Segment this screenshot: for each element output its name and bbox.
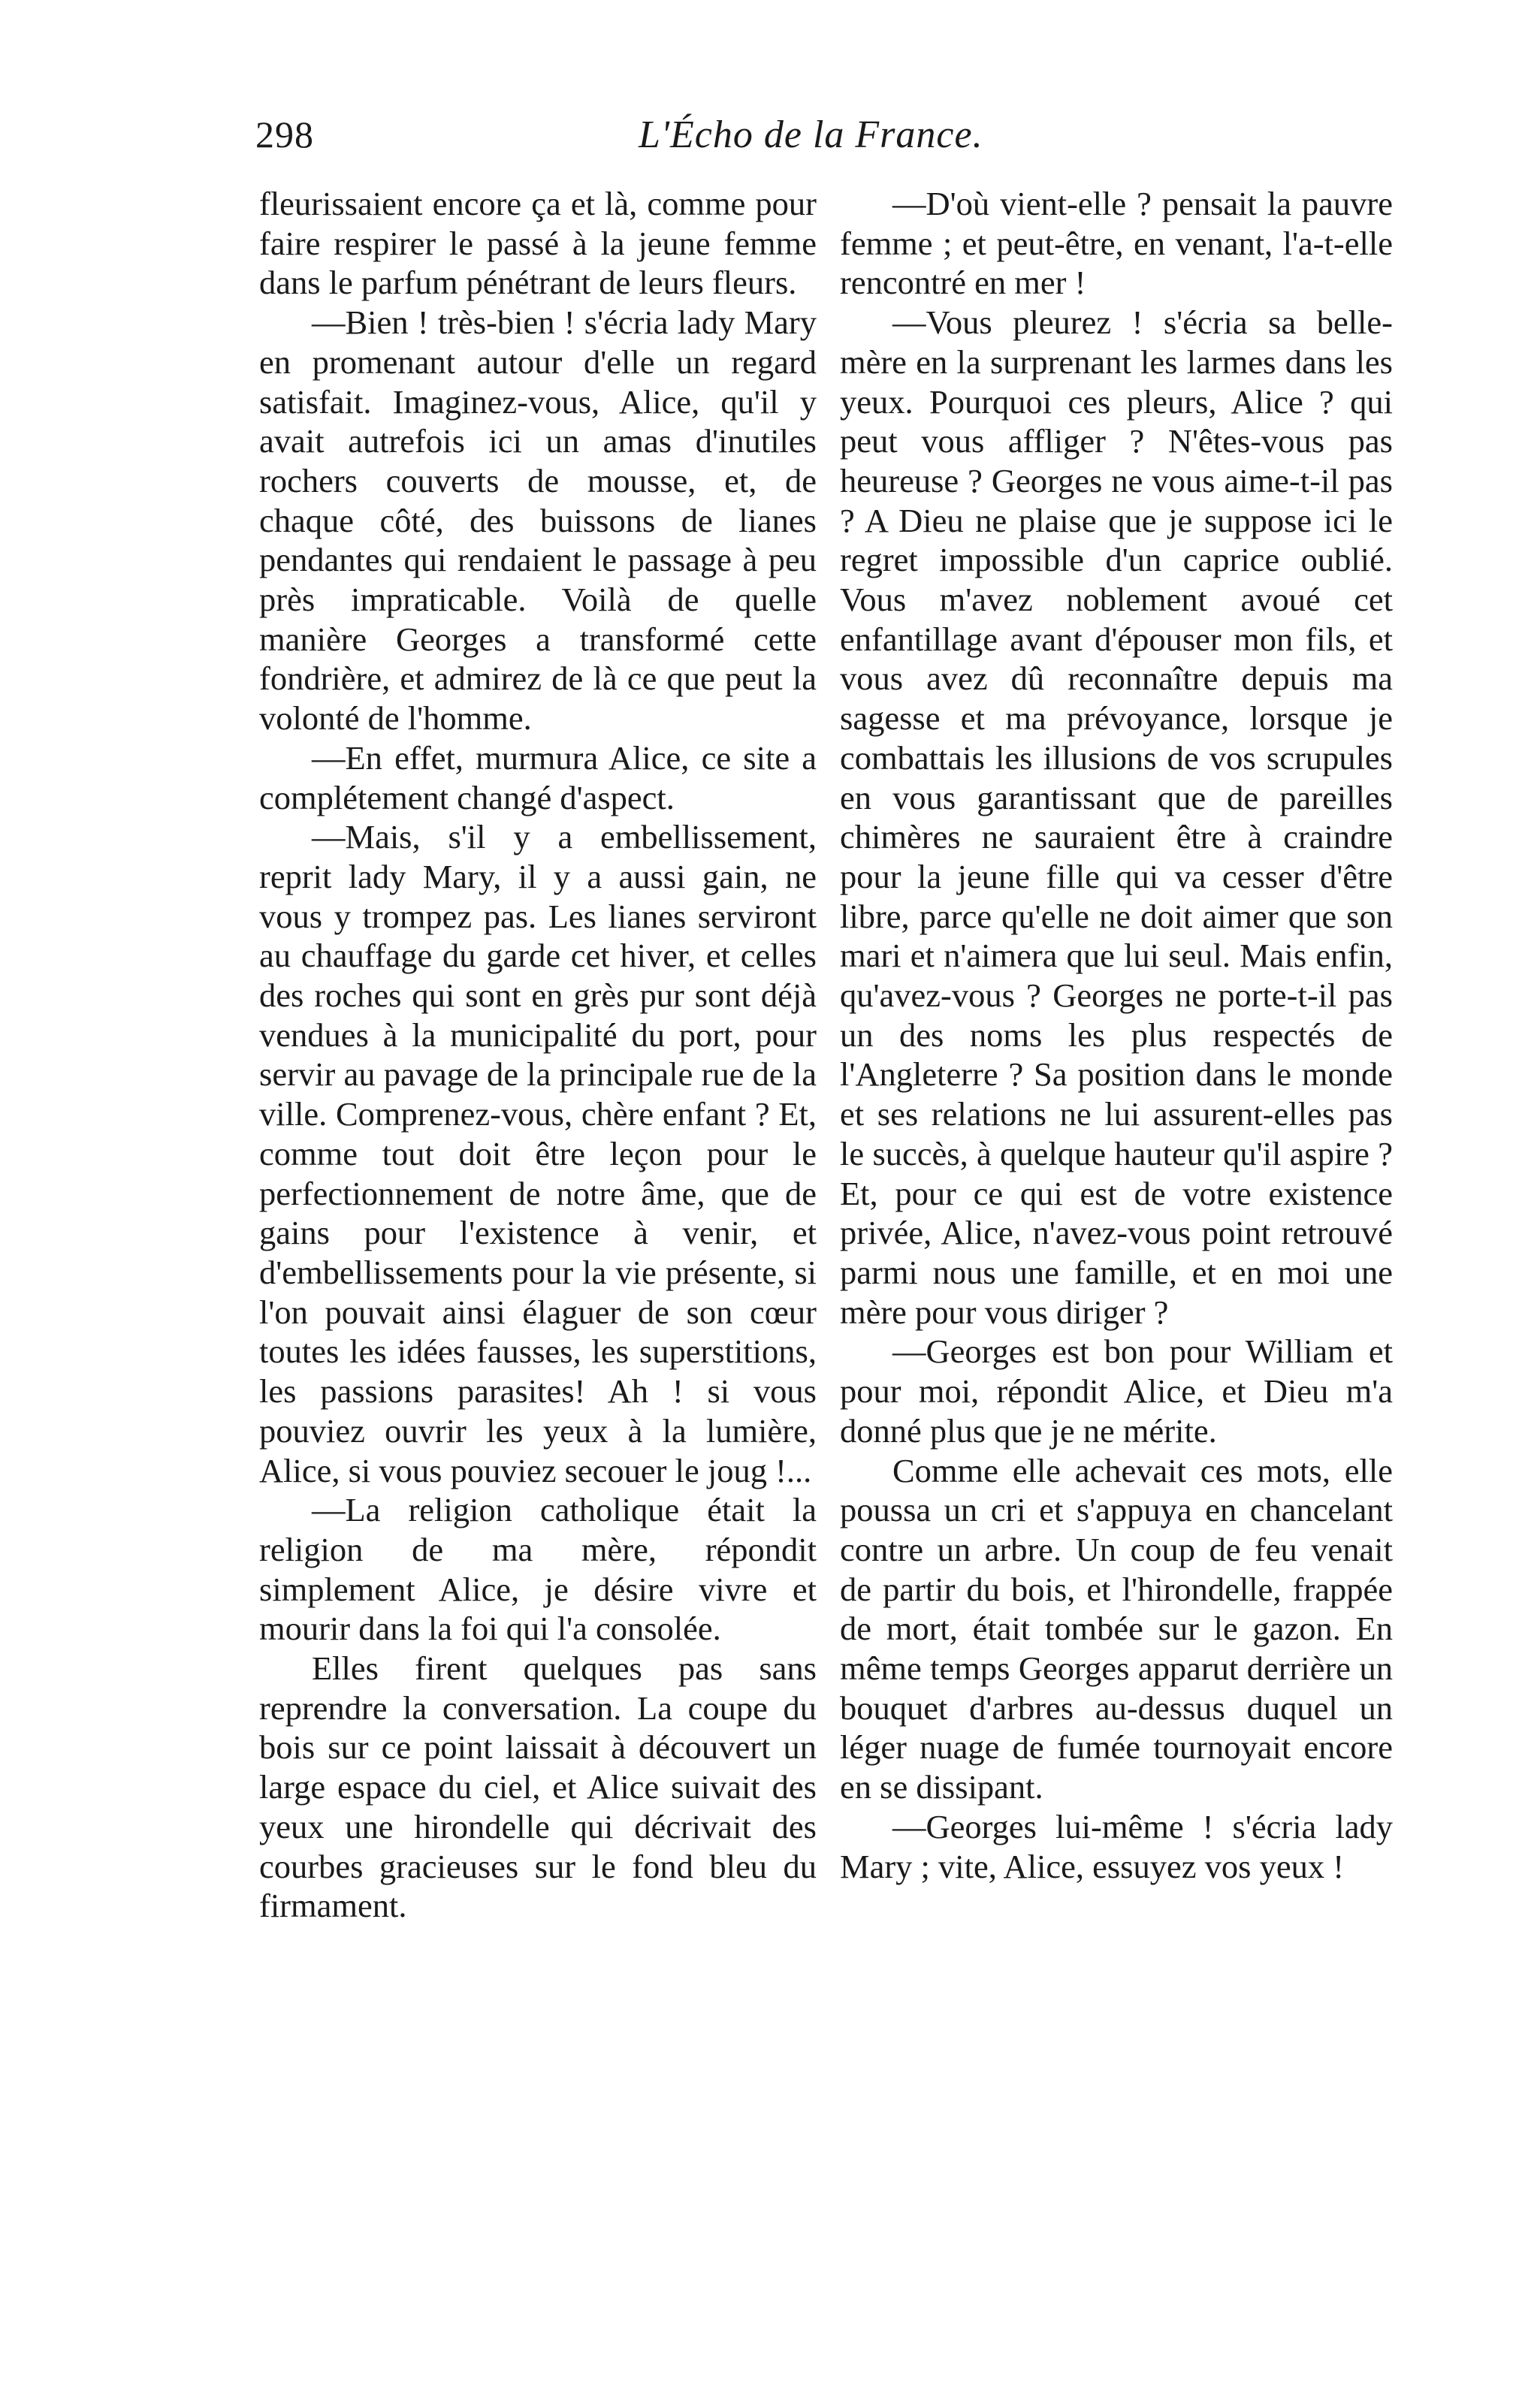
paragraph: —Mais, s'il y a embellissement, reprit lady Mary, il y a aussi gain, ne vous y trompez pas. Les lianes serviront au chauffage du garde cet hiver, et celles des roches qui sont en grès pur sont déjà vendues à la municipalité du port, pour servir au pavage de la principale rue de la ville. Comprenez-vous, chère enfant ? Et, comme tout doit être leçon pour le perfectionnement de notre âme, que de gains pour l'existence à venir, et d'embellissements pour la vie présente, si l'on pouvait ainsi élaguer de son cœur toutes les idées fausses, les superstitions, les passions parasites! Ah ! si vous pouviez ouvrir les yeux à la lumière, Alice, si vous pouviez secouer le joug !...: [259, 818, 817, 1489]
paragraph: —Georges lui-même ! s'écria lady Mary ; vite, Alice, essuyez vos yeux !: [840, 1807, 1393, 1885]
paragraph: Elles firent quelques pas sans reprendre la conversation. La coupe du bois sur ce point laissait à découvert un large espace du ciel, et Alice suivait des yeux une hirondelle qui décrivait des courbes gracieuses sur le fond bleu du firmament.: [259, 1649, 817, 1925]
right-column: [840, 184, 1393, 1886]
page-number: 298: [255, 113, 314, 155]
paragraph: —Georges est bon pour William et pour moi, répondit Alice, et Dieu m'a donné plus que je ne mérite.: [840, 1332, 1393, 1450]
paragraph: Comme elle achevait ces mots, elle poussa un cri et s'appuya en chancelant contre un arbre. Un coup de feu venait de partir du bois, et l'hirondelle, frappée de mort, était tombée sur le gazon. En même temps Georges apparut derrière un bouquet d'arbres au-dessus duquel un léger nuage de fumée tournoyait encore en se dissipant.: [840, 1451, 1393, 1806]
paragraph: fleurissaient encore ça et là, comme pour faire respirer le passé à la jeune femme dans le parfum pénétrant de leurs fleurs.: [259, 185, 817, 302]
paragraph: —En effet, murmura Alice, ce site a complétement changé d'aspect.: [259, 738, 817, 816]
page-header: [255, 113, 1382, 173]
running-title: L'Écho de la France.: [639, 113, 983, 156]
paragraph: —Vous pleurez ! s'écria sa belle-mère en la surprenant les larmes dans les yeux. Pourquoi ces pleurs, Alice ? qui peut vous affliger ? N'êtes-vous pas heureuse ? Georges ne vous aime-t-il pas ? A Dieu ne plaise que je suppose ici le regret impossible d'un caprice oublié. Vous m'avez noblement avoué cet enfantillage avant d'épouser mon fils, et vous avez dû reconnaître depuis ma sagesse et ma prévoyance, lorsque je combattais les illusions de vos scrupules en vous garantissant que de pareilles chimères ne sauraient être à craindre pour la jeune fille qui va cesser d'être libre, parce qu'elle ne doit aimer que son mari et n'aimera que lui seul. Mais enfin, qu'avez-vous ? Georges ne porte-t-il pas un des noms les plus respectés de l'Angleterre ? Sa position dans le monde et ses relations ne lui assurent-elles pas le succès, à quelque hauteur qu'il aspire ? Et, pour ce qui est de votre existence privée, Alice, n'avez-vous point retrouvé parmi nous une famille, et en moi une mère pour vous diriger ?: [840, 303, 1393, 1331]
paragraph: —D'où vient-elle ? pensait la pauvre femme ; et peut-être, en venant, l'a-t-elle rencontré en mer !: [840, 185, 1393, 302]
paragraph: —Bien ! très-bien ! s'écria lady Mary en promenant autour d'elle un regard satisfait. Imaginez-vous, Alice, qu'il y avait autrefois ici un amas d'inutiles rochers couverts de mousse, et, de chaque côté, des buissons de lianes pendantes qui rendaient le passage à peu près impraticable. Voilà de quelle manière Georges a transformé cette fondrière, et admirez de là ce que peut la volonté de l'homme.: [259, 303, 817, 738]
paragraph: —La religion catholique était la religion de ma mère, répondit simplement Alice, je désire vivre et mourir dans la foi qui l'a consolée.: [259, 1491, 817, 1648]
left-column: [259, 184, 817, 1926]
